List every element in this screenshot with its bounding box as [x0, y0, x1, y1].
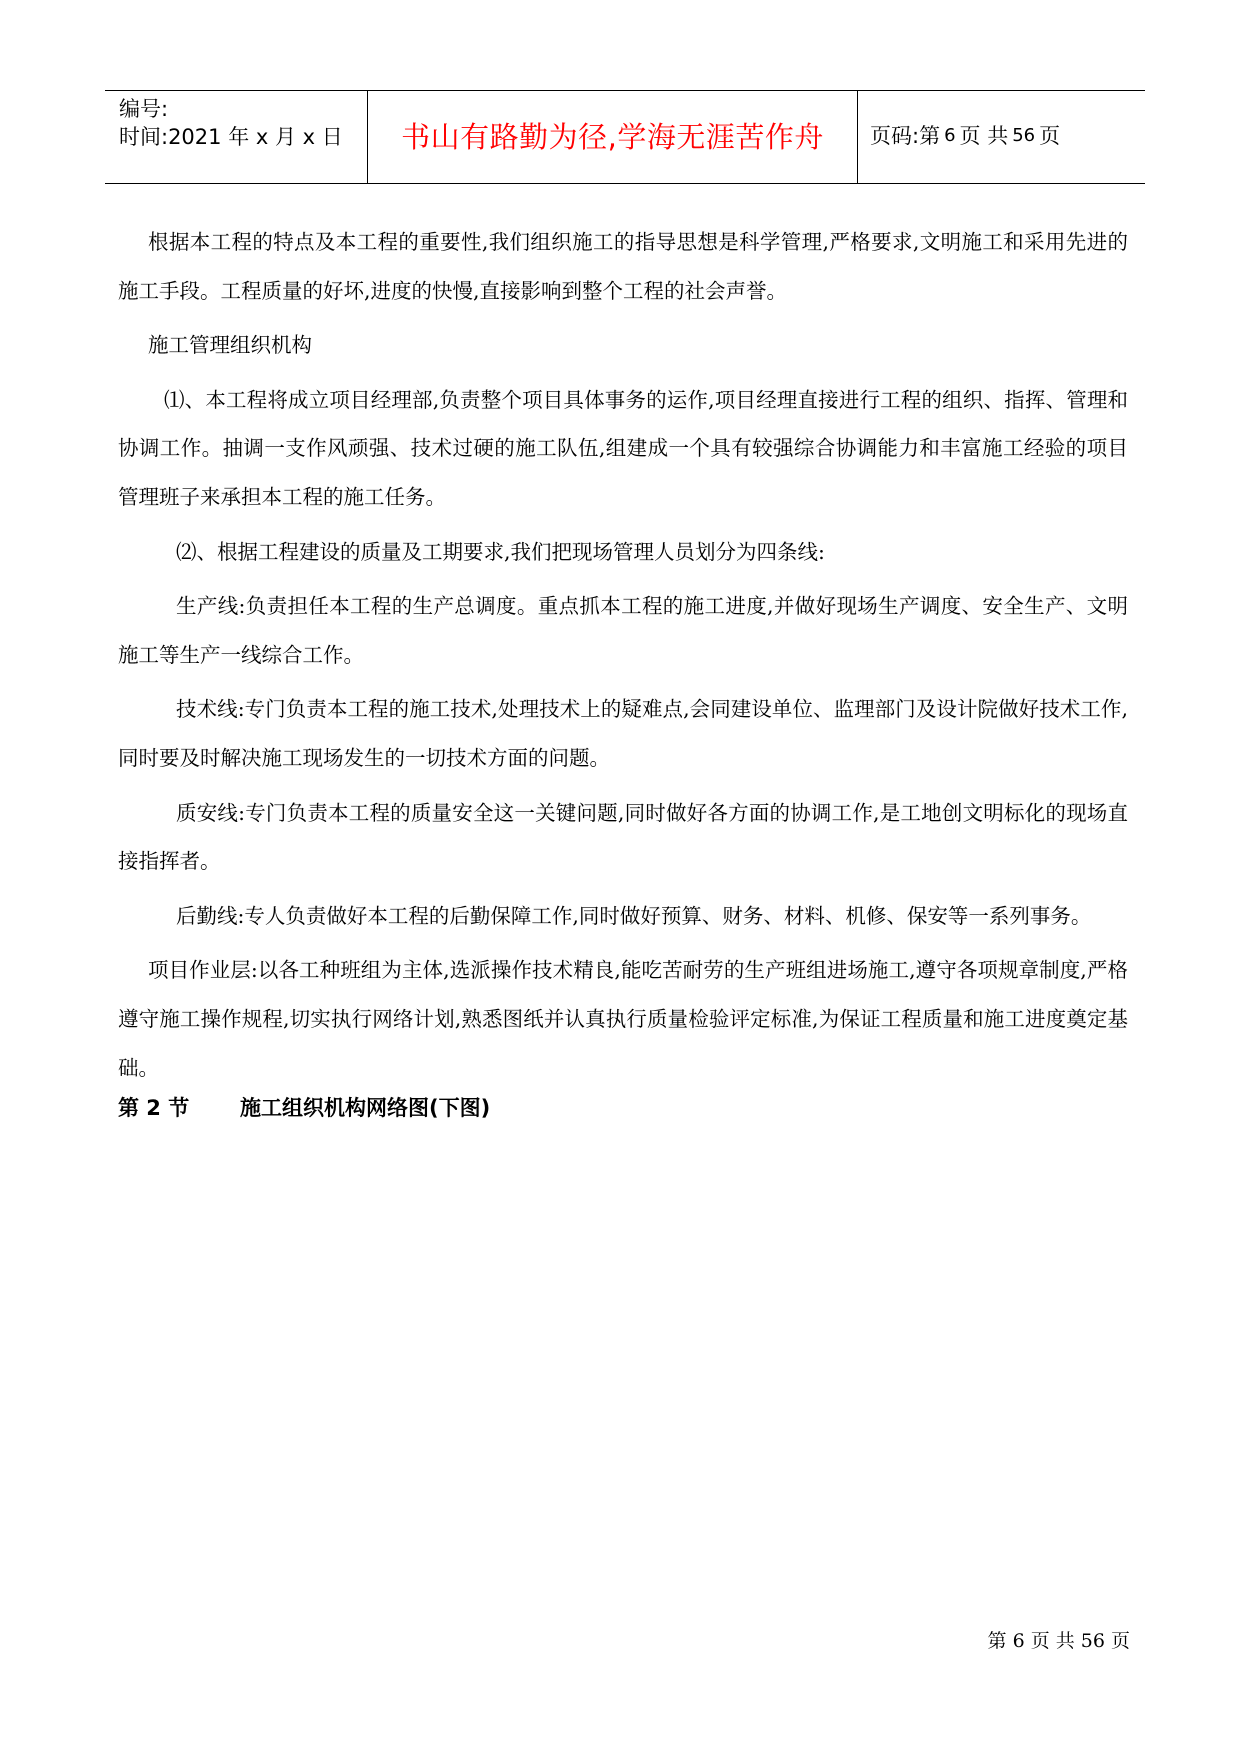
paragraph-item-1: ⑴、本工程将成立项目经理部,负责整个项目具体事务的运作,项目经理直接进行工程的组织、指挥、管理和协调工作。抽调一支作风顽强、技术过硬的施工队伍,组建成一个具有较强综合协调能力和丰富施工经验的项目管理班子来承担本工程的施工任务。 — [118, 387, 1128, 509]
paragraph-org-heading: 施工管理组织机构 — [148, 333, 312, 358]
section-title: 施工组织机构网络图(下图) — [240, 1096, 491, 1120]
paragraph-logistics-line: 后勤线:专人负责做好本工程的后勤保障工作,同时做好预算、财务、材料、机修、保安等一系列事务。 — [176, 903, 1092, 928]
page-current: 6 — [944, 124, 956, 146]
document-body — [118, 218, 1128, 1098]
page-header — [105, 90, 1145, 184]
section-number: 第 2 节 — [118, 1096, 190, 1120]
motto-text: 书山有路勤为径,学海无涯苦作舟 — [401, 119, 824, 154]
paragraph-item-2: ⑵、根据工程建设的质量及工期要求,我们把现场管理人员划分为四条线: — [176, 539, 825, 564]
paragraph-quality-safety-line: 质安线:专门负责本工程的质量安全这一关键问题,同时做好各方面的协调工作,是工地创文明标化的现场直接指挥者。 — [118, 800, 1128, 874]
paragraph-work-layer: 项目作业层:以各工种班组为主体,选派操作技术精良,能吃苦耐劳的生产班组进场施工,遵守各项规章制度,严格遵守施工操作规程,切实执行网络计划,熟悉图纸并认真执行质量检验评定标准,为保证工程质量和施工进度奠定基础。 — [118, 958, 1128, 1080]
paragraph-guiding-idea: 根据本工程的特点及本工程的重要性,我们组织施工的指导思想是科学管理,严格要求,文明施工和采用先进的施工手段。工程质量的好坏,进度的快慢,直接影响到整个工程的社会声誉。 — [118, 230, 1128, 303]
page-label-mid: 页 共 — [959, 124, 1009, 148]
page-label-prefix: 页码:第 — [870, 124, 941, 148]
page-total: 56 — [1012, 124, 1036, 146]
page-label-suffix: 页 — [1039, 124, 1061, 148]
number-label: 编号: — [119, 97, 169, 121]
page-footer: 第 6 页 共 56 页 — [987, 1630, 1130, 1652]
time-label: 时间:2021 年 x 月 x 日 — [119, 125, 343, 149]
paragraph-technical-line: 技术线:专门负责本工程的施工技术,处理技术上的疑难点,会同建设单位、监理部门及设计院做好技术工作,同时要及时解决施工现场发生的一切技术方面的问题。 — [118, 697, 1128, 770]
section-heading — [118, 1092, 490, 1122]
header-motto-cell — [368, 91, 858, 183]
paragraph-production-line: 生产线:负责担任本工程的生产总调度。重点抓本工程的施工进度,并做好现场生产调度、安全生产、文明施工等生产一线综合工作。 — [118, 594, 1128, 667]
header-page-info — [858, 91, 1145, 183]
header-meta — [105, 91, 368, 183]
